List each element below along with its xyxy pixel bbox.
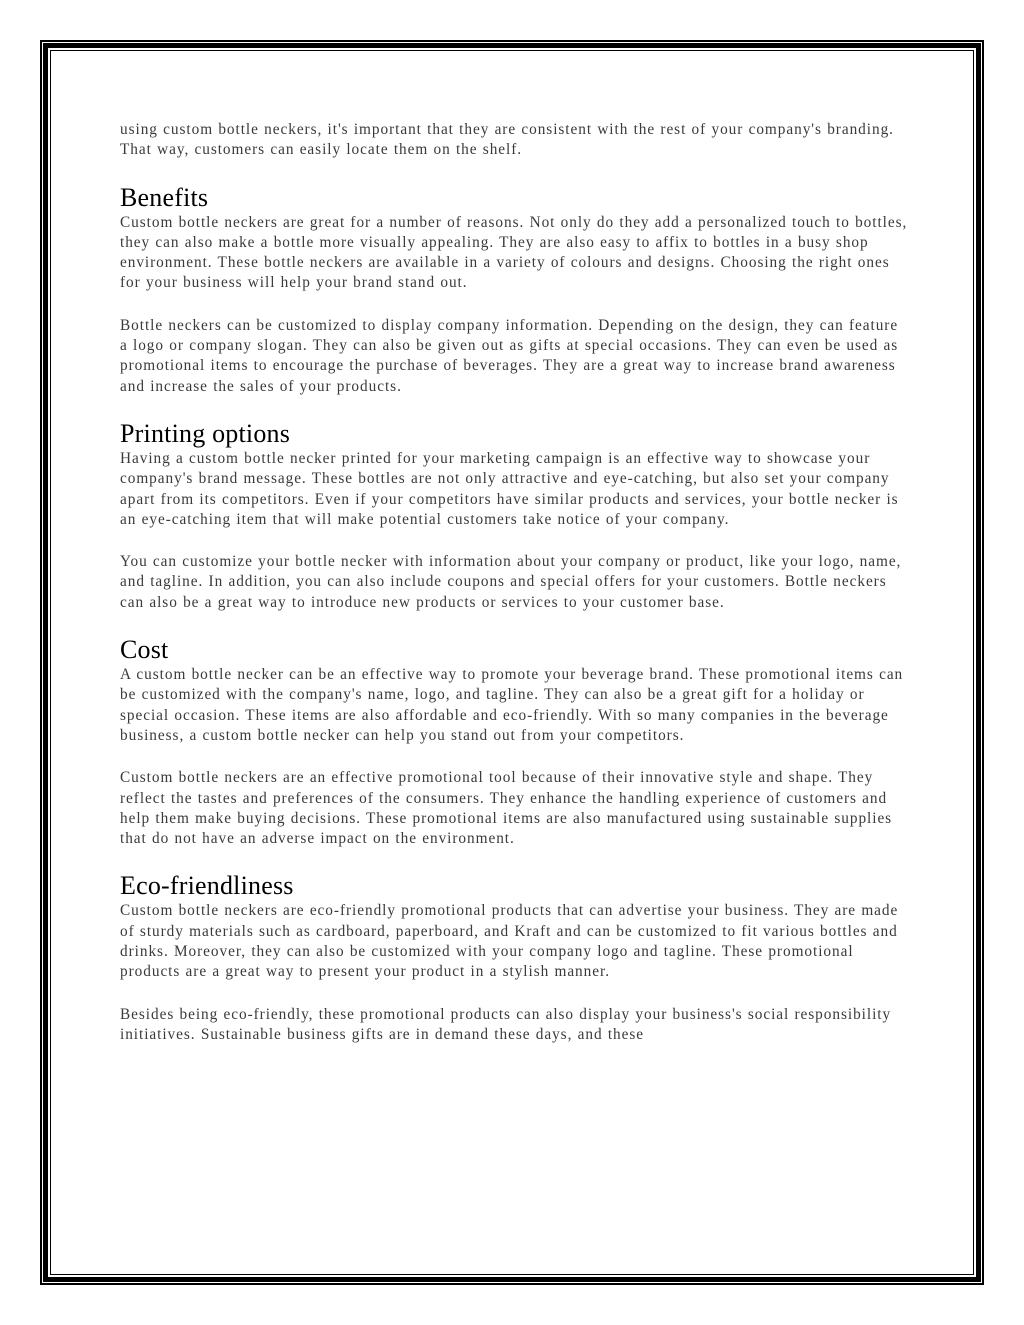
- cost-paragraph-2: Custom bottle neckers are an effective promotional tool because of their innovative style and shape. They reflect the tastes and preferences of the consumers. They enhance the handling experience of customers and help them make buying decisions. These promotional items are also manufactured using sustainable supplies that do not have an adverse impact on the environment.: [120, 769, 893, 848]
- eco-friendliness-paragraph-2: Besides being eco-friendly, these promotional products can also display your business's social responsibility initiatives. Sustainable business gifts are in demand these days, and these: [120, 1005, 892, 1043]
- printing-options-paragraph-2: You can customize your bottle necker with information about your company or product, like your logo, name, and tagline. In addition, you can also include coupons and special offers for your customers. Bottle neckers can also be a great way to introduce new products or services to your customer base.: [120, 553, 902, 611]
- document-body: [120, 120, 910, 1067]
- benefits-paragraph-2: Bottle neckers can be customized to display company information. Depending on the design, they can feature a logo or company slogan. They can also be given out as gifts at special occasions. They can even be used as promotional items to encourage the purchase of beverages. They are a great way to increase brand awareness and increase the sales of your products.: [120, 316, 899, 395]
- eco-friendliness-paragraph-1: Custom bottle neckers are eco-friendly promotional products that can advertise your business. They are made of sturdy materials such as cardboard, paperboard, and Kraft and can be customized to fit various bottles and drinks. Moreover, they can also be customized with your company logo and tagline. These promotional products are a great way to present your product in a stylish manner.: [120, 902, 899, 981]
- section-title-printing-options: Printing options: [120, 418, 291, 448]
- intro-paragraph: using custom bottle neckers, it's important that they are consistent with the rest of your company's branding. That way, customers can easily locate them on the shelf.: [120, 121, 894, 159]
- benefits-paragraph-1: Custom bottle neckers are great for a number of reasons. Not only do they add a personalized touch to bottles, they can also make a bottle more visually appealing. They are also easy to affix to bottles in a busy shop environment. These bottle neckers are available in a variety of colours and designs. Choosing the right ones for your business will help your brand stand out.: [120, 213, 908, 292]
- section-title-cost: Cost: [120, 635, 169, 665]
- printing-options-paragraph-1: Having a custom bottle necker printed for your marketing campaign is an effective way to showcase your company's brand message. These bottles are not only attractive and eye-catching, but also set your company apart from its competitors. Even if your competitors have similar products and services, your bottle necker is an eye-catching item that will make potential customers take notice of your company.: [120, 449, 899, 528]
- section-title-benefits: Benefits: [120, 182, 209, 212]
- section-title-eco-friendliness: Eco-friendliness: [120, 871, 294, 901]
- cost-paragraph-1: A custom bottle necker can be an effective way to promote your beverage brand. These promotional items can be customized with the company's name, logo, and tagline. They can also be a great gift for a holiday or special occasion. These items are also affordable and eco-friendly. With so many companies in the beverage business, a custom bottle necker can help you stand out from your competitors.: [120, 666, 904, 744]
